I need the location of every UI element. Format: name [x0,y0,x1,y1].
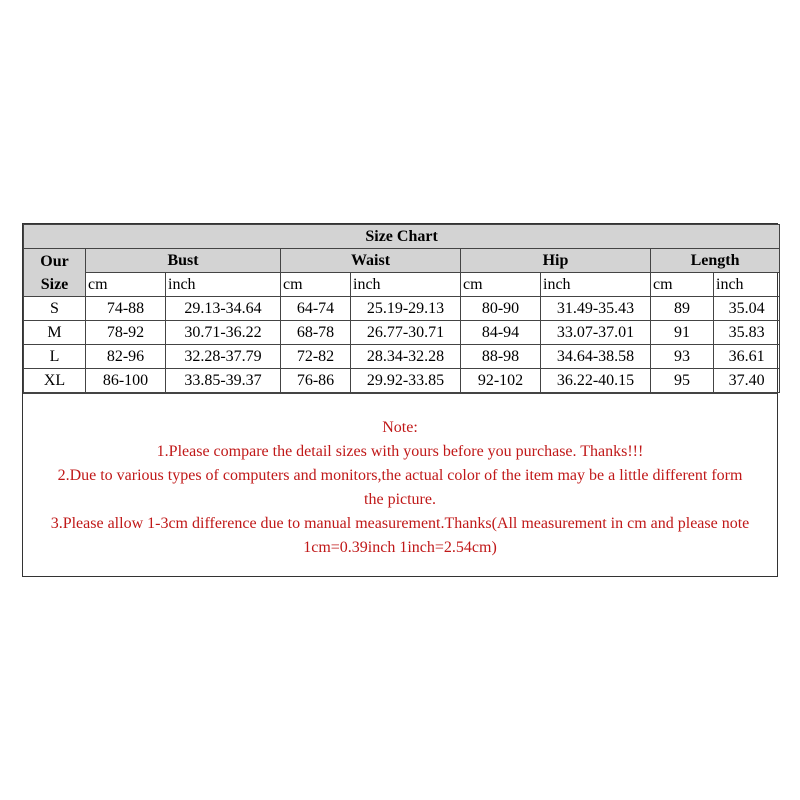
unit-cell: inch [541,273,651,297]
our-size-header [24,249,86,297]
table-cell: 30.71-36.22 [166,321,281,345]
unit-cell: cm [281,273,351,297]
table-cell: 76-86 [281,369,351,393]
group-header-row [24,249,780,273]
note-block [23,393,777,576]
table-cell: 31.49-35.43 [541,297,651,321]
table-cell: 82-96 [86,345,166,369]
table-cell: 26.77-30.71 [351,321,461,345]
note-heading: Note: [382,419,418,436]
size-table [23,224,780,393]
size-cell: S [24,297,86,321]
table-cell: 36.61 [714,345,780,369]
bust-header: Bust [86,249,281,273]
table-cell: 84-94 [461,321,541,345]
table-cell: 36.22-40.15 [541,369,651,393]
table-cell: 95 [651,369,714,393]
size-cell: L [24,345,86,369]
unit-header-row [24,273,780,297]
table-cell: 91 [651,321,714,345]
table-row [24,369,780,393]
table-cell: 68-78 [281,321,351,345]
title-row [24,225,780,249]
table-row [24,345,780,369]
table-cell: 92-102 [461,369,541,393]
table-cell: 29.13-34.64 [166,297,281,321]
table-cell: 35.04 [714,297,780,321]
hip-header: Hip [461,249,651,273]
table-row [24,321,780,345]
note-line-2: 2.Due to various types of computers and monitors,the actual color of the item may be a little different form the picture. [57,467,743,508]
table-cell: 93 [651,345,714,369]
unit-cell: cm [651,273,714,297]
size-cell: M [24,321,86,345]
unit-cell: inch [166,273,281,297]
table-cell: 86-100 [86,369,166,393]
note-line-1: 1.Please compare the detail sizes with yours before you purchase. Thanks!!! [156,443,644,460]
unit-cell: cm [461,273,541,297]
table-cell: 89 [651,297,714,321]
unit-cell: inch [351,273,461,297]
table-cell: 64-74 [281,297,351,321]
our-size-label-line2: Size [40,275,69,293]
table-cell: 32.28-37.79 [166,345,281,369]
unit-cell: inch [714,273,780,297]
table-title: Size Chart [24,225,780,249]
table-cell: 88-98 [461,345,541,369]
table-cell: 35.83 [714,321,780,345]
table-cell: 29.92-33.85 [351,369,461,393]
waist-header: Waist [281,249,461,273]
unit-cell: cm [86,273,166,297]
table-cell: 33.85-39.37 [166,369,281,393]
size-chart [22,223,778,577]
table-cell: 25.19-29.13 [351,297,461,321]
length-header: Length [651,249,780,273]
size-cell: XL [24,369,86,393]
table-cell: 28.34-32.28 [351,345,461,369]
table-cell: 72-82 [281,345,351,369]
table-cell: 33.07-37.01 [541,321,651,345]
table-cell: 34.64-38.58 [541,345,651,369]
table-cell: 78-92 [86,321,166,345]
table-cell: 80-90 [461,297,541,321]
table-cell: 74-88 [86,297,166,321]
our-size-label-line1: Our [40,252,69,270]
table-row [24,297,780,321]
note-line-3: 3.Please allow 1-3cm difference due to manual measurement.Thanks(All measurement in cm and please note 1cm=0.39inch 1inch=2.54cm) [50,515,750,556]
table-cell: 37.40 [714,369,780,393]
